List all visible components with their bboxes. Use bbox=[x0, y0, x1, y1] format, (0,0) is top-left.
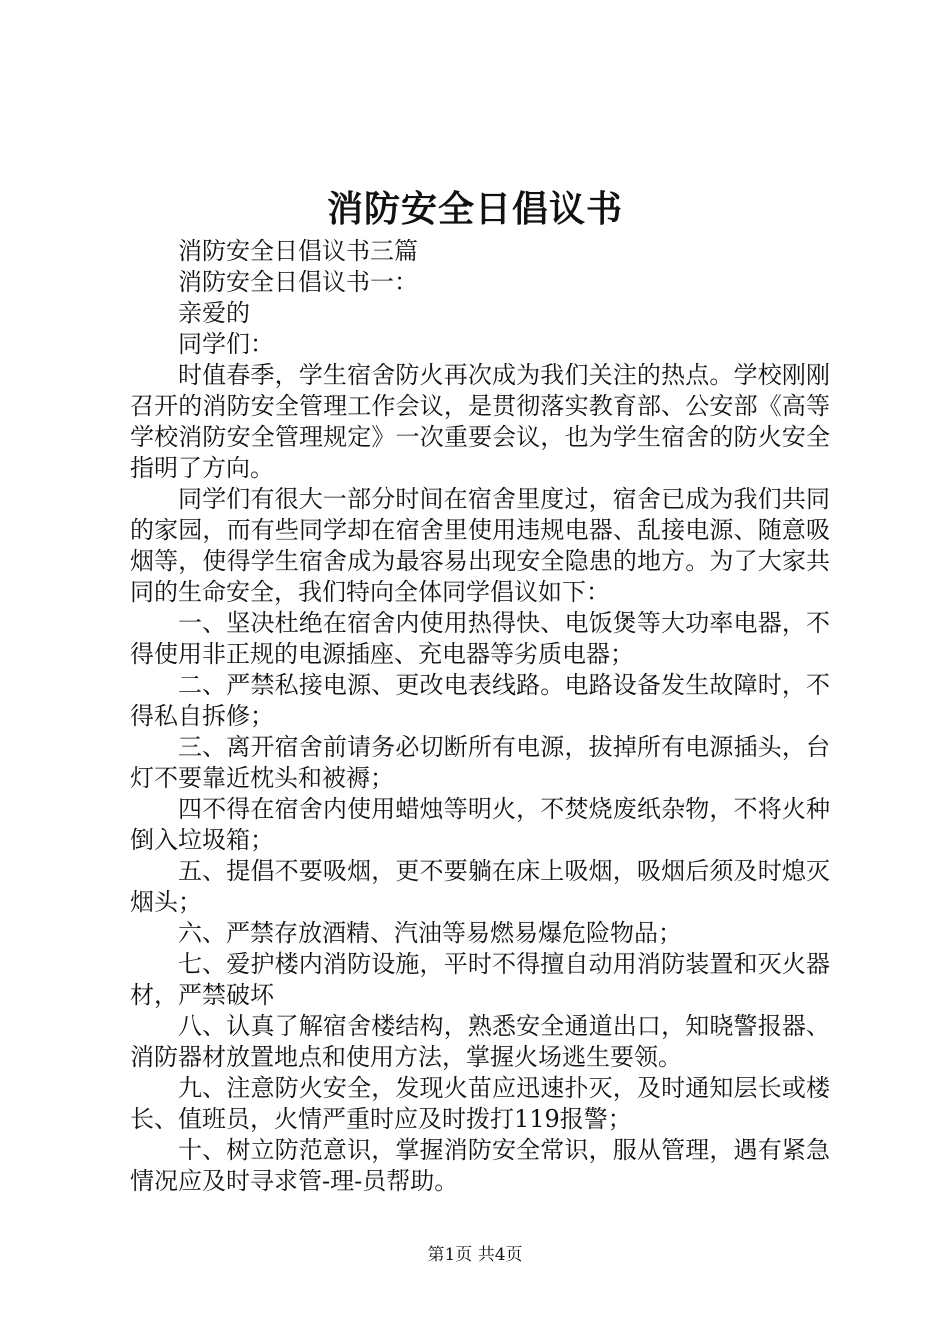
paragraph: 九、注意防火安全，发现火苗应迅速扑灭，及时通知层长或楼长、值班员，火情严重时应及时拨打119报警； bbox=[130, 1074, 830, 1133]
paragraph: 亲爱的 bbox=[178, 299, 250, 327]
paragraph: 一、坚决杜绝在宿舍内使用热得快、电饭煲等大功率电器，不得使用非正规的电源插座、充电器等劣质电器； bbox=[130, 609, 830, 668]
paragraph: 七、爱护楼内消防设施，平时不得擅自动用消防装置和灭火器材，严禁破坏 bbox=[130, 950, 830, 1009]
document-body bbox=[130, 236, 830, 1197]
paragraph: 五、提倡不要吸烟，更不要躺在床上吸烟，吸烟后须及时熄灭烟头； bbox=[130, 857, 830, 916]
paragraph: 十、树立防范意识，掌握消防安全常识，服从管理，遇有紧急情况应及时寻求管-理-员帮助。 bbox=[130, 1136, 830, 1195]
paragraph: 六、严禁存放酒精、汽油等易燃易爆危险物品； bbox=[178, 919, 682, 947]
paragraph: 四不得在宿舍内使用蜡烛等明火，不焚烧废纸杂物，不将火种倒入垃圾箱； bbox=[130, 795, 830, 854]
page-number-footer: 第1页 共4页 bbox=[427, 1245, 523, 1265]
paragraph: 时值春季，学生宿舍防火再次成为我们关注的热点。学校刚刚召开的消防安全管理工作会议，是贯彻落实教育部、公安部《高等学校消防安全管理规定》一次重要会议，也为学生宿舍的防火安全指明了方向。 bbox=[130, 361, 830, 482]
paragraph: 三、离开宿舍前请务必切断所有电源，拔掉所有电源插头，台灯不要靠近枕头和被褥； bbox=[130, 733, 830, 792]
paragraph: 消防安全日倡议书三篇 bbox=[178, 237, 418, 265]
paragraph: 同学们： bbox=[178, 330, 274, 358]
paragraph: 二、严禁私接电源、更改电表线路。电路设备发生故障时，不得私自拆修； bbox=[130, 671, 830, 730]
document-title: 消防安全日倡议书 bbox=[326, 188, 623, 230]
paragraph: 同学们有很大一部分时间在宿舍里度过，宿舍已成为我们共同的家园，而有些同学却在宿舍里使用违规电器、乱接电源、随意吸烟等，使得学生宿舍成为最容易出现安全隐患的地方。为了大家共同的生命安全，我们特向全体同学倡议如下： bbox=[130, 485, 830, 606]
paragraph: 八、认真了解宿舍楼结构，熟悉安全通道出口，知晓警报器、消防器材放置地点和使用方法，掌握火场逃生要领。 bbox=[130, 1012, 830, 1071]
paragraph: 消防安全日倡议书一： bbox=[178, 268, 418, 296]
